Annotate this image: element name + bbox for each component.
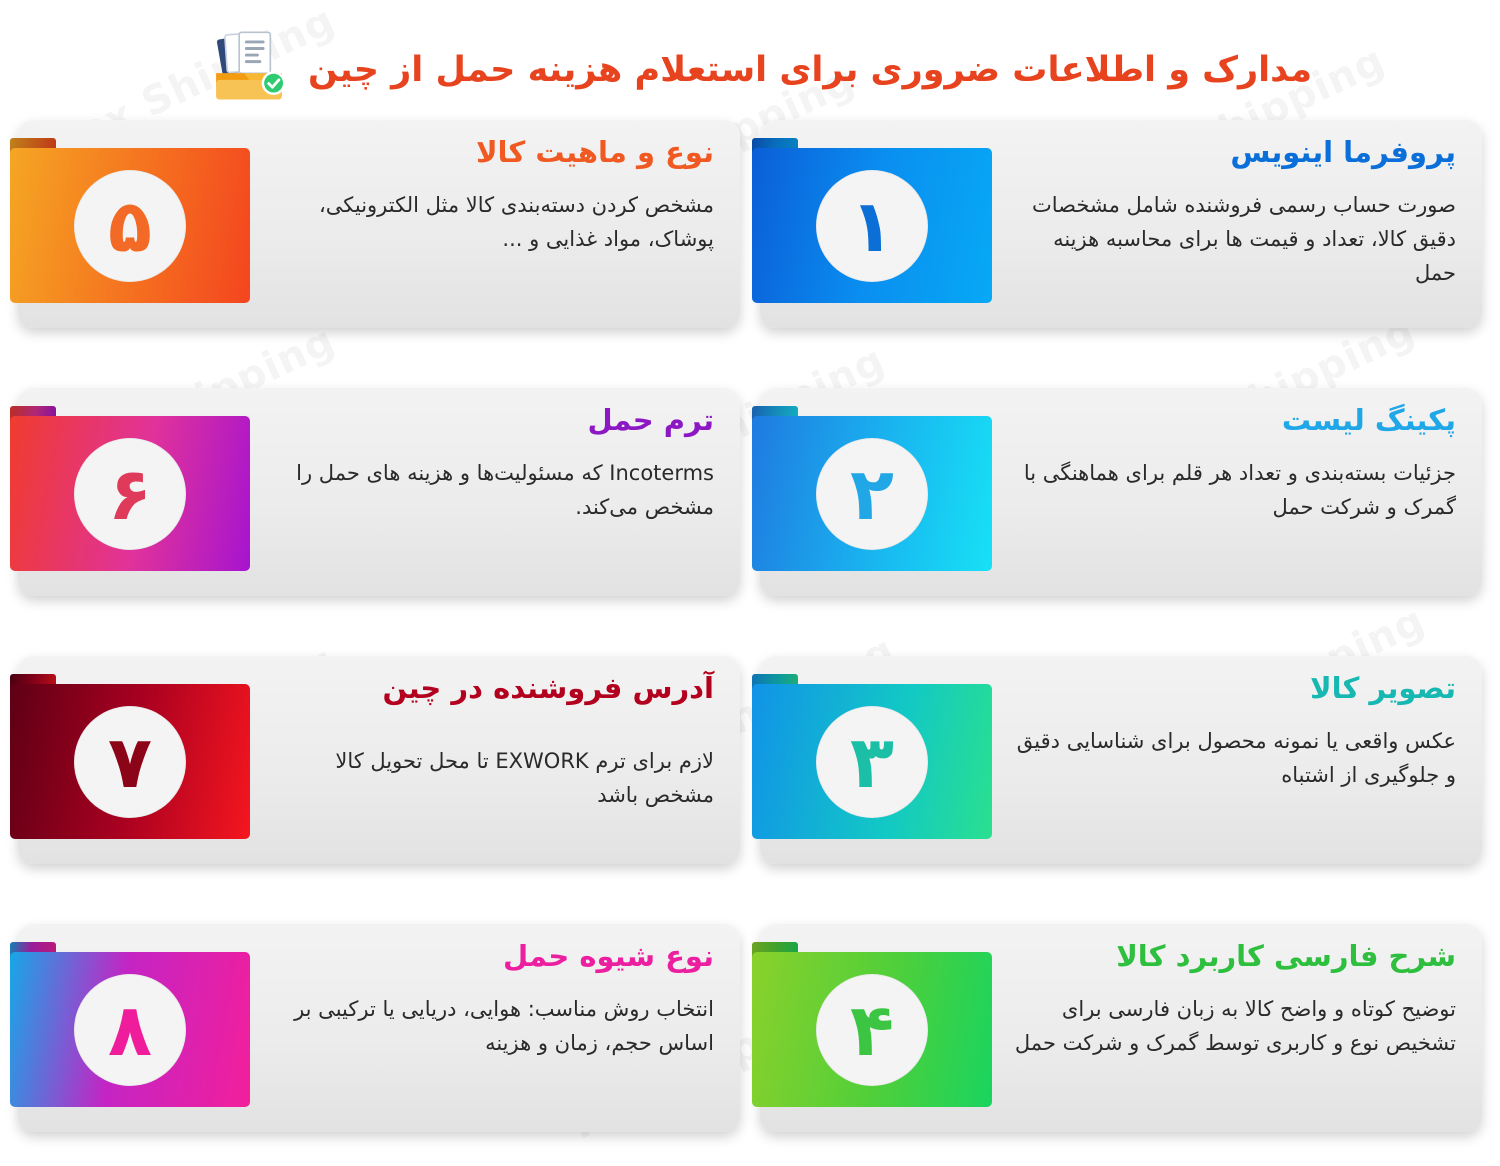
- card-6-badge: [10, 416, 250, 571]
- card-2[interactable]: [760, 388, 1482, 603]
- card-6-number: ۶: [108, 451, 152, 536]
- card-6-title: ترم حمل: [587, 403, 714, 437]
- card-8-title: نوع شیوه حمل: [503, 939, 714, 973]
- card-1[interactable]: [760, 120, 1482, 335]
- card-7-badge: [10, 684, 250, 839]
- card-4-badge: [752, 952, 992, 1107]
- card-3[interactable]: [760, 656, 1482, 871]
- documents-check-icon: [208, 29, 290, 111]
- card-3-title: تصویر کالا: [1309, 671, 1456, 705]
- cards-grid: [18, 112, 1482, 1166]
- card-8-badge-circle: [74, 974, 186, 1086]
- card-2-badge: [752, 416, 992, 571]
- card-2-badge-circle: [816, 438, 928, 550]
- card-2-desc: جزئیات بسته‌بندی و تعداد هر قلم برای هماهنگی با گمرک و شرکت حمل: [1023, 461, 1456, 520]
- card-4-number: ۴: [850, 987, 894, 1072]
- card-4-title: شرح فارسی کاربرد کالا: [1116, 939, 1456, 973]
- card-7-desc: لازم برای ترم EXWORK تا محل تحویل کالا مشخص باشد: [335, 749, 714, 808]
- card-1-badge-circle: [816, 170, 928, 282]
- card-6[interactable]: [18, 388, 740, 603]
- card-4-desc: توضیح کوتاه و واضح کالا به زبان فارسی برای تشخیص نوع و کاربری توسط گمرک و شرکت حمل: [1014, 997, 1456, 1056]
- card-1-desc: صورت حساب رسمی فروشنده شامل مشخصات دقیق کالا، تعداد و قیمت ها برای محاسبه هزینه حمل: [1031, 193, 1456, 286]
- card-5-desc: مشخص کردن دسته‌بندی کالا مثل الکترونیکی، پوشاک، مواد غذایی و ...: [318, 193, 714, 252]
- card-7-badge-circle: [74, 706, 186, 818]
- card-3-number: ۳: [850, 719, 894, 804]
- card-6-desc: Incoterms که مسئولیت‌ها و هزینه های حمل را مشخص می‌کند.: [296, 461, 714, 520]
- card-5-badge-circle: [74, 170, 186, 282]
- page-header: [0, 22, 1500, 117]
- card-8[interactable]: [18, 924, 740, 1139]
- card-5-badge: [10, 148, 250, 303]
- page-title: مدارک و اطلاعات ضروری برای استعلام هزینه حمل از چین: [307, 49, 1313, 90]
- card-4[interactable]: [760, 924, 1482, 1139]
- card-1-title: پروفرما اینویس: [1230, 135, 1456, 169]
- card-1-number: ۱: [850, 183, 894, 268]
- card-3-desc: عکس واقعی یا نمونه محصول برای شناسایی دقیق و جلوگیری از اشتباه: [1016, 729, 1456, 788]
- card-7-number: ۷: [108, 719, 152, 804]
- card-7[interactable]: [18, 656, 740, 871]
- card-6-badge-circle: [74, 438, 186, 550]
- card-8-desc: انتخاب روش مناسب: هوایی، دریایی یا ترکیبی بر اساس حجم، زمان و هزینه: [294, 997, 714, 1056]
- card-2-number: ۲: [850, 451, 894, 536]
- card-5[interactable]: [18, 120, 740, 335]
- card-5-title: نوع و ماهیت کالا: [475, 135, 714, 169]
- card-8-badge: [10, 952, 250, 1107]
- card-2-title: پکینگ لیست: [1281, 403, 1456, 437]
- card-5-number: ۵: [108, 183, 152, 268]
- card-3-badge-circle: [816, 706, 928, 818]
- card-1-badge: [752, 148, 992, 303]
- card-3-badge: [752, 684, 992, 839]
- card-4-badge-circle: [816, 974, 928, 1086]
- card-7-title: آدرس فروشنده در چین: [382, 671, 714, 705]
- card-8-number: ۸: [108, 987, 152, 1072]
